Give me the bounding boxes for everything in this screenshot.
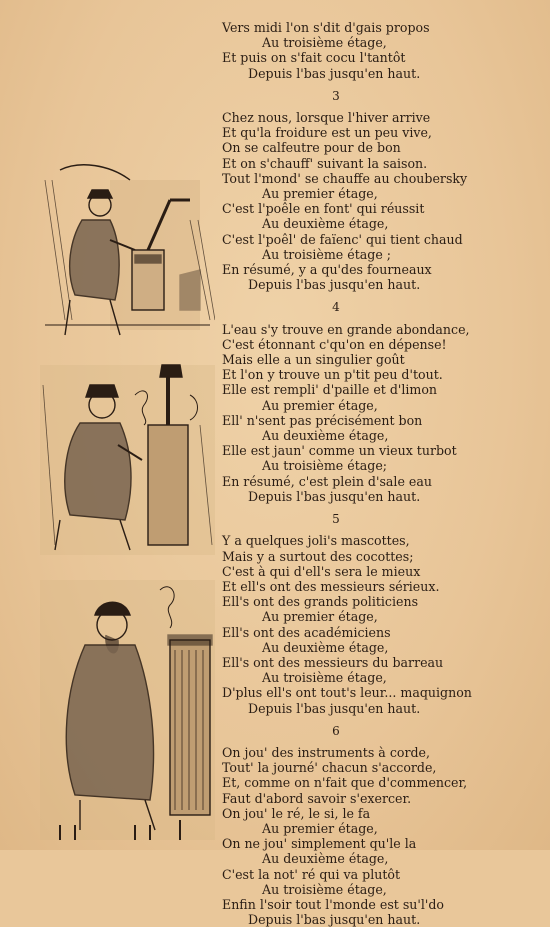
verse-line: On ne jou' simplement qu'le la [222,836,417,852]
verse-line: Au troisième étage ; [262,246,392,262]
verse-line: Au troisième étage; [262,458,388,474]
verse-line: Et qu'la froidure est un peu vive, [222,125,432,141]
stanza-6 [222,724,540,927]
verse-line: Au troisième étage, [262,35,387,51]
stanza-3 [222,89,540,293]
verse-line: Ell's ont des messieurs du barreau [222,654,444,670]
verse-line: Depuis l'bas jusqu'en haut. [248,700,421,716]
verse-line: Au premier étage, [262,397,378,413]
verse-line: Tout l'mond' se chauffe au choubersky [222,170,468,186]
verse-line: Au premier étage, [262,820,378,836]
verse-line: Au deuxième étage, [262,851,389,867]
verse-line: Depuis l'bas jusqu'en haut. [248,488,421,504]
verse-line: Vers midi l'on s'dit d'gais propos [222,20,430,35]
verse-line: Au troisième étage, [262,881,387,897]
stanza-number: 3 [332,88,340,103]
verse-line: Au deuxième étage, [262,639,389,655]
verse-line: Depuis l'bas jusqu'en haut. [248,277,421,293]
stanza-number: 4 [332,300,340,315]
verse-line: Mais elle a un singulier goût [222,352,405,368]
verse-line: Au premier étage, [262,186,378,202]
stanza-number: 5 [332,512,340,527]
illustration-column [40,160,215,840]
verse-line: Depuis l'bas jusqu'en haut. [248,912,421,927]
verse-line: Mais y a surtout des cocottes; [222,548,414,564]
verse-line: Elle est jaun' comme un vieux turbot [222,443,457,459]
verse-line: Chez nous, lorsque l'hiver arrive [222,110,431,126]
verse-line: Ell' n'sent pas précisément bon [222,412,423,428]
verse-line: Enfin l'soir tout l'monde est su'l'do [222,896,445,912]
verse-line: Faut d'abord savoir s'exercer. [222,790,412,806]
verse-line: Et puis on s'fait cocu l'tantôt [222,50,406,66]
stanza-top [222,20,540,81]
song-text [222,20,540,927]
verse-line: Et l'on y trouve un p'tit peu d'tout. [222,367,443,383]
verse-line: On se calfeutre pour de bon [222,140,401,156]
verse-line: Et, comme on n'fait que d'commencer, [222,775,468,791]
verse-line: On jou' le ré, le si, le fa [222,805,371,821]
verse-line: D'plus ell's ont tout's leur... maquignon [222,685,472,701]
stanza-5 [222,512,540,716]
verse-line: Tout' la journé' chacun s'accorde, [222,760,437,776]
vignette-old-man-by-stove [40,580,215,840]
verse-line: Et ell's ont des messieurs sérieux. [222,578,440,594]
verse-line: C'est à qui d'ell's sera le mieux [222,563,421,579]
verse-line: Depuis l'bas jusqu'en haut. [248,65,421,81]
verse-line: Au troisième étage, [262,670,387,686]
stanza-number: 6 [332,723,340,738]
verse-line: C'est étonnant c'qu'on en dépense! [222,336,447,352]
verse-line: Au deuxième étage, [262,216,389,232]
verse-line: Au premier étage, [262,609,378,625]
verse-line: Y a quelques joli's mascottes, [222,533,410,549]
verse-line: Elle est rempli' d'paille et d'limon [222,382,438,398]
stanza-4 [222,300,540,504]
verse-line: C'est l'poêl' de faïenc' qui tient chaud [222,231,463,247]
verse-line: Ell's ont des grands politiciens [222,594,419,610]
verse-line: Au deuxième étage, [262,428,389,444]
verse-line: C'est l'poêle en font' qui réussit [222,201,425,217]
verse-line: C'est la not' ré qui va plutôt [222,866,401,882]
verse-line: Ell's ont des académiciens [222,624,391,640]
vignette-man-with-choubersky [45,165,215,335]
verse-line: L'eau s'y trouve en grande abondance, [222,321,470,337]
verse-line: On jou' des instruments à corde, [222,744,430,760]
vignette-man-with-stove [40,365,215,555]
verse-line: Et on s'chauff' suivant la saison. [222,155,428,171]
verse-line: En résumé, c'est plein d'sale eau [222,473,432,489]
verse-line: En résumé, y a qu'des fourneaux [222,262,432,278]
